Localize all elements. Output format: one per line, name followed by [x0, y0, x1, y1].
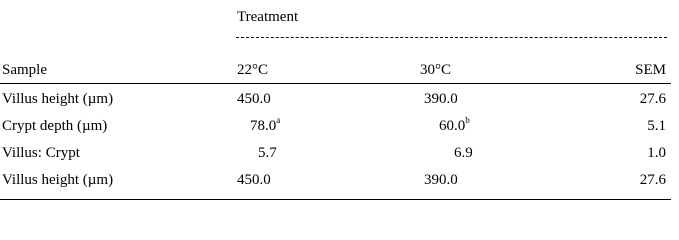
- treatment-divider: [236, 37, 667, 38]
- value-30c-group: [439, 117, 470, 135]
- significance-superscript: a: [276, 115, 281, 125]
- value-30c: 6.9: [454, 145, 473, 161]
- value-22c: 5.7: [258, 145, 277, 161]
- value-30c: 390.0: [424, 172, 458, 188]
- value-22c: 78.0: [250, 118, 277, 134]
- value-22c-group: [250, 117, 280, 135]
- value-30c: 60.0: [439, 118, 466, 134]
- treatment-header: Treatment: [237, 9, 299, 25]
- row-label: Villus height (µm): [2, 172, 114, 188]
- column-header-30c: 30°C: [420, 62, 452, 78]
- value-sem: 5.1: [647, 118, 666, 134]
- value-sem: 27.6: [639, 91, 666, 107]
- value-22c: 450.0: [237, 172, 271, 188]
- value-sem: 1.0: [647, 145, 666, 161]
- column-header-sem: SEM: [635, 62, 666, 78]
- header-rule: [0, 83, 671, 84]
- significance-superscript: b: [465, 115, 470, 125]
- row-label: Villus height (µm): [2, 91, 114, 107]
- row-label: Villus: Crypt: [2, 145, 80, 161]
- bottom-rule: [0, 199, 671, 200]
- column-header-22c: 22°C: [237, 62, 269, 78]
- value-sem: 27.6: [639, 172, 666, 188]
- sample-header: Sample: [2, 62, 47, 78]
- row-label: Crypt depth (µm): [2, 118, 108, 134]
- value-22c: 450.0: [237, 91, 271, 107]
- value-30c: 390.0: [424, 91, 458, 107]
